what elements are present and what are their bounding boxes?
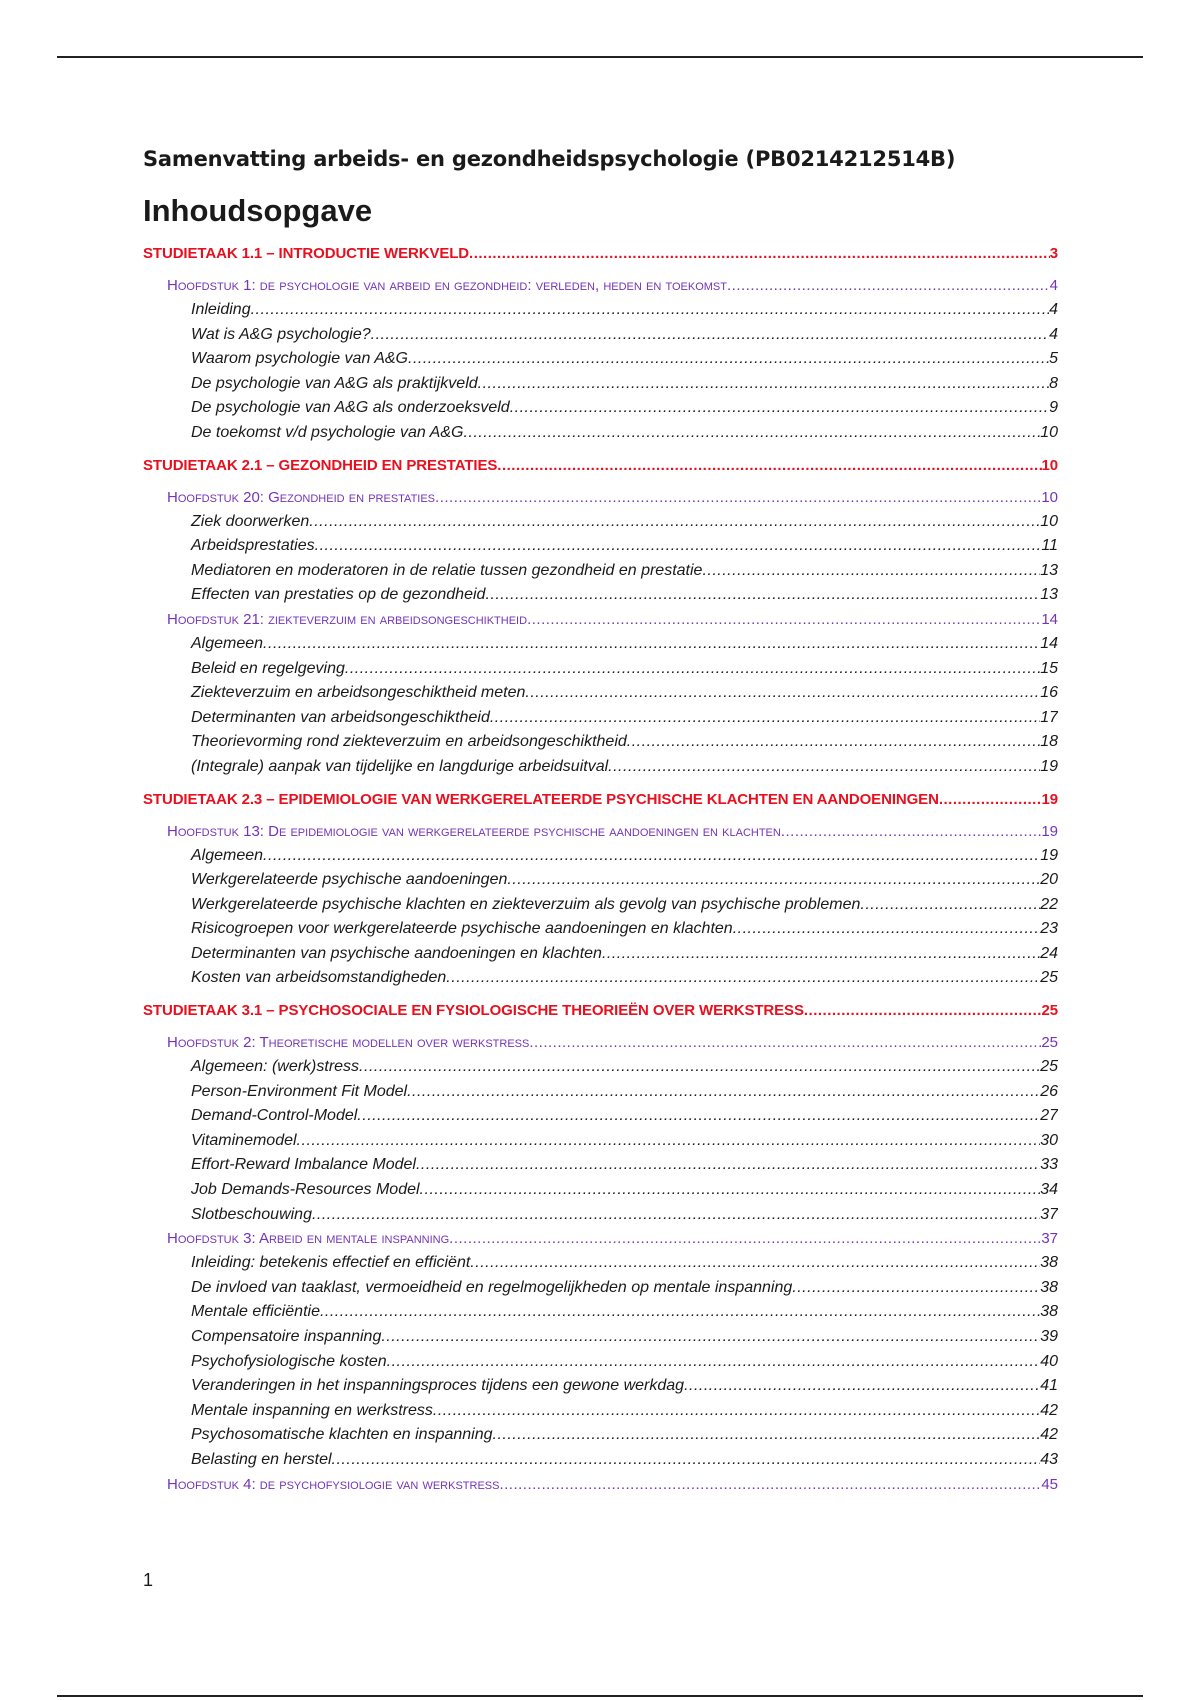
toc-dot-leader [470,1251,1040,1270]
toc-dot-leader [359,1055,1040,1074]
toc-entry-hoofdstuk[interactable] [143,1473,1058,1497]
toc-dot-leader [939,788,1042,806]
toc-entry-section[interactable] [143,1350,1058,1375]
toc-entry-page: 4 [1049,277,1058,294]
toc-entry-page: 41 [1040,1377,1058,1395]
toc-entry-title: Risicogroepen voor werkgerelateerde psychische aandoeningen en klachten [191,920,733,938]
toc-entry-page: 4 [1049,325,1058,343]
toc-dot-leader [529,1031,1041,1049]
toc-entry-title: Person-Environment Fit Model [191,1082,408,1100]
toc-entry-title: Compensatoire inspanning [191,1328,382,1345]
toc-entry-studietaak[interactable] [143,242,1058,266]
toc-dot-leader [407,1080,1040,1099]
toc-dot-leader [527,608,1041,626]
toc-entry-title: Determinanten van arbeidsongeschiktheid [191,708,490,726]
toc-entry-page: 10 [1040,512,1058,530]
toc-entry-section[interactable] [143,1129,1058,1154]
toc-dot-leader [315,534,1042,553]
toc-dot-leader [497,454,1041,472]
toc-entry-page: 42 [1040,1426,1058,1444]
toc-dot-leader [781,820,1041,838]
toc-entry-section[interactable] [143,1080,1058,1105]
toc-dot-leader [387,1350,1041,1369]
toc-entry-title: Waarom psychologie van A&G [191,350,408,368]
toc-dot-leader [463,421,1040,440]
toc-entry-hoofdstuk[interactable] [143,608,1058,632]
table-of-contents [143,242,1058,1497]
toc-dot-leader [490,706,1040,725]
toc-entry-section[interactable] [143,1448,1058,1473]
toc-entry-hoofdstuk[interactable] [143,274,1058,298]
toc-entry-page: 25 [1041,1034,1058,1052]
toc-entry-title: De invloed van taaklast, vermoeidheid en regelmogelijkheden op mentale inspanning [191,1278,793,1296]
toc-entry-page: 4 [1049,301,1058,318]
toc-entry-page: 10 [1041,488,1058,506]
toc-entry-section[interactable] [143,1203,1058,1228]
toc-dot-leader [345,657,1040,676]
toc-entry-title: Hoofdstuk 1: de psychologie van arbeid en gezondheid: verleden, heden en toekomst [167,277,727,294]
toc-entry-page: 37 [1040,1205,1058,1223]
toc-entry-section[interactable] [143,706,1058,731]
toc-entry-section[interactable] [143,1104,1058,1129]
toc-dot-leader [507,868,1040,887]
toc-entry-title: Inleiding [191,301,251,318]
toc-entry-title: Inleiding: betekenis effectief en efficiënt [191,1254,471,1272]
toc-entry-title: Algemeen [191,634,264,652]
toc-entry-page: 30 [1040,1131,1058,1149]
toc-dot-leader [493,1423,1041,1442]
toc-dot-leader [733,917,1041,936]
toc-dot-leader [525,681,1040,700]
toc-entry-title: Ziek doorwerken [191,512,310,530]
toc-entry-section[interactable] [143,844,1058,869]
toc-entry-page: 38 [1040,1278,1058,1296]
toc-entry-page: 39 [1040,1328,1058,1345]
toc-entry-title: Job Demands-Resources Model [191,1181,420,1199]
toc-entry-page: 11 [1041,537,1058,555]
toc-entry-section[interactable] [143,1325,1058,1350]
toc-entry-title: Veranderingen in het inspanningsproces tijdens een gewone werkdag [191,1377,685,1395]
toc-entry-title: STUDIETAAK 3.1 – PSYCHOSOCIALE EN FYSIOLOGISCHE THEORIEËN OVER WERKSTRESS [143,1002,804,1020]
toc-entry-title: Mentale efficiëntie [191,1303,320,1321]
toc-dot-leader [727,274,1050,292]
toc-entry-section[interactable] [143,1423,1058,1448]
toc-entry-section[interactable] [143,510,1058,535]
toc-entry-page: 26 [1040,1082,1058,1100]
toc-entry-page: 19 [1041,822,1058,840]
document-page [143,140,1058,1497]
toc-entry-hoofdstuk[interactable] [143,1227,1058,1251]
toc-entry-section[interactable] [143,966,1058,991]
toc-entry-studietaak[interactable] [143,454,1058,478]
toc-entry-page: 14 [1040,634,1058,652]
toc-dot-leader [792,1276,1040,1295]
toc-entry-title: Hoofdstuk 2: Theoretische modellen over werkstress [167,1034,530,1052]
toc-entry-title: Demand-Control-Model [191,1107,358,1125]
toc-dot-leader [499,1473,1041,1491]
toc-entry-title: Kosten van arbeidsomstandigheden [191,969,447,987]
toc-dot-leader [332,1448,1041,1467]
toc-entry-section[interactable] [143,421,1058,446]
toc-entry-page: 25 [1040,1058,1058,1076]
toc-entry-title: De psychologie van A&G als praktijkveld [191,374,478,392]
toc-entry-section[interactable] [143,298,1058,323]
toc-entry-title: (Integrale) aanpak van tijdelijke en langdurige arbeidsuitval [191,757,609,775]
toc-entry-title: Arbeidsprestaties [191,537,315,555]
toc-entry-page: 3 [1049,245,1058,262]
toc-entry-studietaak[interactable] [143,999,1058,1023]
toc-entry-page: 42 [1040,1401,1058,1419]
toc-entry-title: Hoofdstuk 3: Arbeid en mentale inspanning [167,1230,450,1248]
toc-dot-leader [469,242,1050,260]
toc-dot-leader [510,396,1049,415]
toc-entry-section[interactable] [143,1276,1058,1301]
toc-entry-page: 8 [1049,374,1058,392]
toc-entry-title: Effort-Reward Imbalance Model [191,1156,416,1174]
toc-entry-title: Mediatoren en moderatoren in de relatie tussen gezondheid en prestatie [191,561,703,579]
toc-entry-page: 22 [1040,895,1058,913]
toc-entry-section[interactable] [143,657,1058,682]
toc-dot-leader [446,966,1040,985]
toc-entry-page: 24 [1040,944,1058,962]
toc-entry-hoofdstuk[interactable] [143,820,1058,844]
toc-entry-section[interactable] [143,681,1058,706]
toc-entry-title: STUDIETAAK 1.1 – INTRODUCTIE WERKVELD [143,245,470,262]
toc-entry-page: 25 [1040,969,1058,987]
toc-dot-leader [860,893,1040,912]
header-rule [57,56,1143,58]
toc-entry-page: 43 [1040,1450,1058,1468]
document-title: Samenvatting arbeids- en gezondheidspsychologie (PB0214212514B) [143,147,956,171]
toc-entry-title: Werkgerelateerde psychische klachten en ziekteverzuim als gevolg van psychische problemen [191,895,861,913]
toc-dot-leader [312,1203,1040,1222]
toc-dot-leader [263,632,1040,651]
toc-entry-title: Mentale inspanning en werkstress [191,1401,433,1419]
toc-entry-title: Beleid en regelgeving [191,659,345,677]
toc-entry-page: 14 [1041,610,1058,628]
toc-entry-title: Ziekteverzuim en arbeidsongeschiktheid meten [191,684,526,702]
toc-entry-section[interactable] [143,559,1058,584]
toc-entry-page: 20 [1040,871,1058,889]
toc-entry-title: Hoofdstuk 21: ziekteverzuim en arbeidsongeschiktheid [167,610,528,628]
toc-dot-leader [485,583,1040,602]
toc-dot-leader [297,1129,1041,1148]
toc-dot-leader [478,372,1049,391]
toc-dot-leader [602,942,1040,961]
toc-entry-title: Determinanten van psychische aandoeningen en klachten [191,944,602,962]
toc-entry-page: 23 [1040,920,1058,938]
toc-dot-leader [702,559,1040,578]
toc-entry-section[interactable] [143,347,1058,372]
toc-dot-leader [627,730,1040,749]
toc-entry-page: 25 [1041,1002,1058,1020]
toc-entry-page: 38 [1040,1254,1058,1272]
toc-entry-page: 9 [1049,399,1058,417]
toc-dot-leader [263,844,1040,863]
toc-entry-title: Psychofysiologische kosten [191,1352,387,1370]
toc-dot-leader [309,510,1040,529]
toc-dot-leader [416,1153,1040,1172]
toc-entry-title: Hoofdstuk 13: De epidemiologie van werkgerelateerde psychische aandoeningen en klachten [167,822,781,840]
toc-entry-section[interactable] [143,1153,1058,1178]
toc-dot-leader [408,347,1049,366]
toc-entry-section[interactable] [143,1055,1058,1080]
toc-entry-page: 13 [1040,561,1058,579]
toc-entry-page: 27 [1040,1107,1058,1125]
toc-dot-leader [449,1227,1041,1245]
toc-dot-leader [804,999,1042,1017]
toc-entry-section[interactable] [143,632,1058,657]
toc-dot-leader [381,1325,1040,1344]
toc-entry-page: 10 [1041,456,1058,474]
toc-entry-page: 15 [1040,659,1058,677]
toc-entry-title: STUDIETAAK 2.3 – EPIDEMIOLOGIE VAN WERKGERELATEERDE PSYCHISCHE KLACHTEN EN AANDOENINGEN [143,790,939,808]
toc-entry-hoofdstuk[interactable] [143,1031,1058,1055]
page-number: 1 [143,1570,154,1590]
toc-entry-section[interactable] [143,868,1058,893]
toc-entry-title: De psychologie van A&G als onderzoeksveld [191,399,510,417]
toc-dot-leader [435,486,1041,504]
toc-entry-title: Vitaminemodel [191,1131,297,1149]
toc-entry-title: Theorievorming rond ziekteverzuim en arbeidsongeschiktheid [191,733,627,751]
toc-entry-page: 17 [1040,708,1058,726]
toc-entry-section[interactable] [143,942,1058,967]
footer-rule [57,1695,1143,1697]
toc-entry-section[interactable] [143,1251,1058,1276]
toc-entry-page: 10 [1040,423,1058,441]
toc-entry-section[interactable] [143,893,1058,918]
toc-entry-title: Effecten van prestaties op de gezondheid [191,586,486,604]
toc-dot-leader [684,1374,1040,1393]
toc-entry-page: 13 [1040,586,1058,604]
toc-entry-section[interactable] [143,534,1058,559]
toc-entry-section[interactable] [143,323,1058,348]
toc-entry-title: Slotbeschouwing [191,1205,312,1223]
toc-entry-page: 33 [1040,1156,1058,1174]
toc-entry-page: 40 [1040,1352,1058,1370]
toc-entry-title: Psychosomatische klachten en inspanning [191,1426,493,1444]
toc-entry-title: Algemeen [191,846,264,864]
toc-entry-title: Hoofdstuk 20: Gezondheid en prestaties [167,488,436,506]
toc-entry-title: STUDIETAAK 2.1 – GEZONDHEID EN PRESTATIES [143,456,498,474]
toc-entry-page: 5 [1049,350,1058,368]
toc-entry-section[interactable] [143,1374,1058,1399]
toc-dot-leader [608,755,1040,774]
toc-entry-title: Belasting en herstel [191,1450,332,1468]
toc-dot-leader [420,1178,1041,1197]
toc-dot-leader [320,1300,1040,1319]
toc-entry-section[interactable] [143,730,1058,755]
toc-entry-page: 19 [1040,846,1058,864]
toc-dot-leader [433,1399,1040,1418]
toc-entry-page: 16 [1040,684,1058,702]
toc-entry-page: 34 [1040,1181,1058,1199]
toc-entry-section[interactable] [143,755,1058,780]
toc-entry-page: 37 [1041,1230,1058,1248]
toc-entry-studietaak[interactable] [143,788,1058,812]
toc-heading: Inhoudsopgave [143,193,373,228]
toc-dot-leader [371,323,1049,342]
toc-entry-section[interactable] [143,1399,1058,1424]
toc-entry-title: Hoofdstuk 4: de psychofysiologie van werkstress [167,1475,500,1493]
toc-dot-leader [357,1104,1040,1123]
toc-entry-page: 19 [1041,790,1058,808]
toc-entry-section[interactable] [143,583,1058,608]
toc-entry-section[interactable] [143,1178,1058,1203]
toc-entry-page: 38 [1040,1303,1058,1321]
toc-entry-page: 18 [1040,733,1058,751]
toc-entry-section[interactable] [143,396,1058,421]
toc-entry-page: 19 [1040,757,1058,775]
toc-entry-title: Algemeen: (werk)stress [191,1058,360,1076]
toc-entry-section[interactable] [143,917,1058,942]
toc-entry-section[interactable] [143,372,1058,397]
toc-entry-hoofdstuk[interactable] [143,486,1058,510]
toc-dot-leader [251,298,1049,317]
toc-entry-title: Wat is A&G psychologie? [191,325,371,343]
toc-entry-title: De toekomst v/d psychologie van A&G [191,423,464,441]
toc-entry-section[interactable] [143,1300,1058,1325]
toc-entry-page: 45 [1041,1475,1058,1493]
toc-entry-title: Werkgerelateerde psychische aandoeningen [191,871,508,889]
